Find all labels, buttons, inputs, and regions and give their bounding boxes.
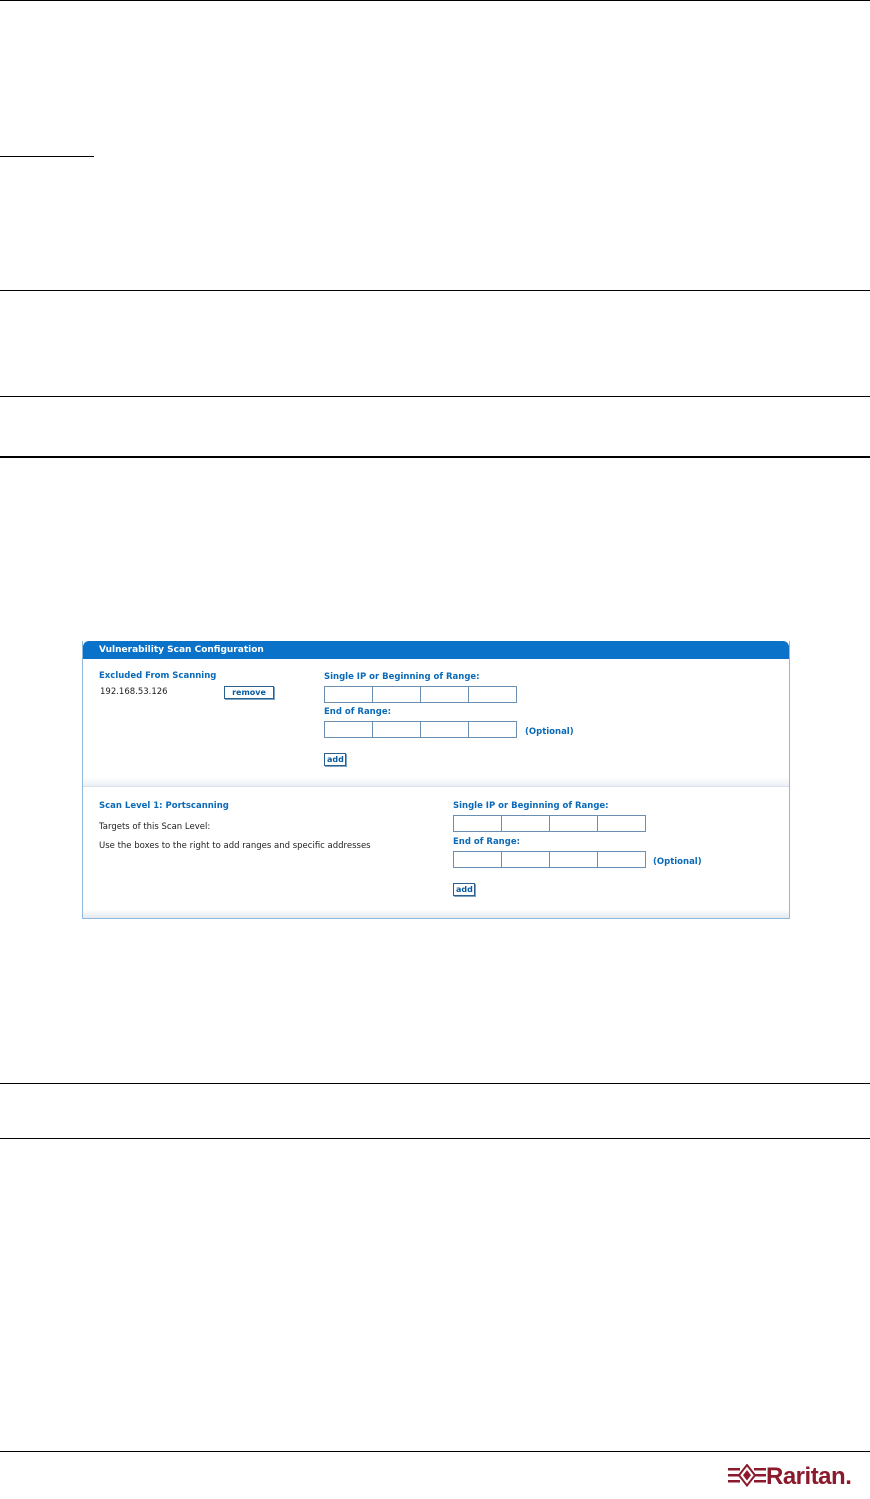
scan-level-section [83, 786, 789, 919]
excluded-single-ip-label: Single IP or Beginning of Range: [324, 672, 480, 682]
remove-button[interactable]: remove [224, 686, 274, 699]
top-rule [0, 0, 870, 1]
ip-octet-field[interactable] [372, 686, 421, 703]
ip-octet-field[interactable] [372, 721, 421, 738]
raritan-logo-text: Raritan. [766, 1463, 852, 1490]
ip-octet-field[interactable] [324, 686, 373, 703]
section-footer-shade [83, 909, 789, 918]
vulnerability-scan-panel [82, 641, 790, 919]
section-rule-5 [0, 1138, 870, 1139]
ip-octet-field[interactable] [501, 851, 550, 868]
excluded-end-ip-input [324, 721, 517, 738]
raritan-emblem-icon [728, 1464, 766, 1490]
ip-octet-field[interactable] [453, 815, 502, 832]
ip-octet-field[interactable] [453, 851, 502, 868]
footer-rule [0, 1451, 870, 1452]
excluded-start-ip-input [324, 686, 517, 703]
ip-octet-field[interactable] [468, 686, 517, 703]
ip-octet-field[interactable] [468, 721, 517, 738]
section-rule-1 [0, 290, 870, 291]
excluded-optional-label: (Optional) [525, 727, 574, 737]
excluded-heading: Excluded From Scanning [99, 671, 217, 681]
scan-start-ip-input [453, 815, 646, 832]
raritan-logo [728, 1462, 851, 1492]
ip-octet-field[interactable] [597, 851, 646, 868]
ip-octet-field[interactable] [549, 815, 598, 832]
scan-optional-label: (Optional) [653, 857, 702, 867]
ip-octet-field[interactable] [597, 815, 646, 832]
scan-single-ip-label: Single IP or Beginning of Range: [453, 801, 609, 811]
excluded-end-range-label: End of Range: [324, 707, 391, 717]
scan-level-heading: Scan Level 1: Portscanning [99, 801, 229, 811]
scan-add-button[interactable]: add [453, 883, 475, 896]
section-rule-3 [0, 456, 870, 458]
ip-octet-field[interactable] [501, 815, 550, 832]
excluded-ip: 192.168.53.126 [100, 687, 168, 697]
ip-octet-field[interactable] [420, 686, 469, 703]
ip-octet-field[interactable] [549, 851, 598, 868]
scan-end-range-label: End of Range: [453, 837, 520, 847]
scan-end-ip-input [453, 851, 646, 868]
scan-level-targets-text: Targets of this Scan Level: [99, 822, 211, 832]
excluded-add-button[interactable]: add [324, 753, 346, 766]
panel-title: Vulnerability Scan Configuration [83, 641, 789, 659]
scan-level-hint-text: Use the boxes to the right to add ranges and specific addresses [99, 841, 371, 851]
underline-rule [0, 156, 94, 157]
ip-octet-field[interactable] [420, 721, 469, 738]
section-rule-2 [0, 396, 870, 397]
section-rule-4 [0, 1083, 870, 1084]
ip-octet-field[interactable] [324, 721, 373, 738]
